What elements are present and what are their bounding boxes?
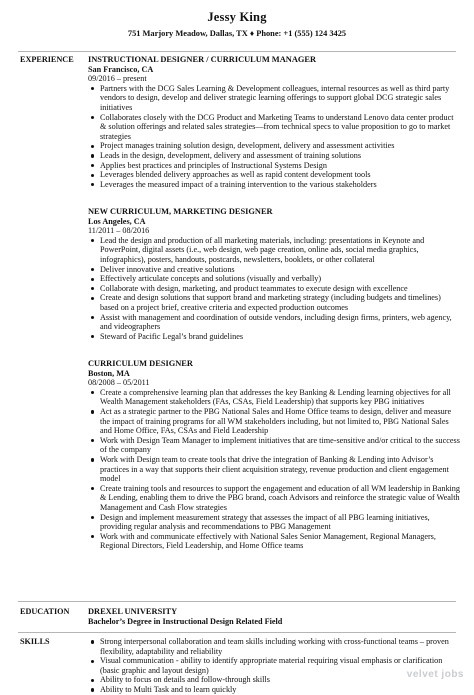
education-label: EDUCATION xyxy=(20,607,70,616)
list-item: Ability to focus on details and follow-through skills xyxy=(88,675,460,685)
list-item: Visual communication - ability to identify appropriate material requiring visual emphasis or clarification (basic graphic and layout design) xyxy=(88,656,460,675)
list-item: Create a comprehensive learning plan that addresses the key Banking & Lending learning objectives for all Wealth Management stakeholders (FAs, CSAs, Field Leadership) that supports key PBG initiatives xyxy=(88,388,460,407)
experience-label: EXPERIENCE xyxy=(20,55,74,64)
job-bullets xyxy=(88,388,460,551)
job-title: NEW CURRICULUM, MARKETING DESIGNER xyxy=(88,207,273,216)
list-item: Deliver innovative and creative solutions xyxy=(88,265,460,275)
skills-label: SKILLS xyxy=(20,637,50,646)
list-item: Ability to Multi Task and to learn quickly xyxy=(88,685,460,695)
skills-entry xyxy=(88,637,460,695)
list-item: Lead the design and production of all marketing materials, including: presentations in Keynote and PowerPoint, digital assets (i.e., web design, web page creation, online ads, social media graphics, infographics), posters, handouts, postcards, newsletters, booklets, or other collateral xyxy=(88,236,460,265)
job-bullets xyxy=(88,84,460,190)
list-item: Collaborates closely with the DCG Product and Marketing Teams to understand Lenovo data center product & solution offerings and related sales strategies—from technical specs to value proposition to go to market strategies xyxy=(88,113,460,142)
list-item: Work with Design team to create tools that drive the integration of Banking & Lending into Advisor’s practices in a way that supports their client acquisition strategy, revenue production and client engagement model xyxy=(88,455,460,484)
job-dates: 09/2016 – present xyxy=(88,74,147,84)
job-entry xyxy=(88,55,460,189)
candidate-name: Jessy King xyxy=(207,10,267,24)
list-item: Collaborate with design, marketing, and product teammates to execute design with excellence xyxy=(88,284,460,294)
skills-bullets xyxy=(88,637,460,695)
job-dates: 11/2011 – 08/2016 xyxy=(88,226,150,236)
section-divider xyxy=(18,601,456,602)
job-bullets xyxy=(88,236,460,342)
list-item: Applies best practices and principles of Instructional Systems Design xyxy=(88,161,460,171)
list-item: Design and implement measurement strategy that assesses the impact of all PBG learning initiatives, providing regular analysis and recommendations to PBG Management xyxy=(88,513,460,532)
job-entry xyxy=(88,207,460,341)
list-item: Assist with management and coordination of outside vendors, including design firms, printers, web agency, and videographers xyxy=(88,313,460,332)
list-item: Leads in the design, development, delivery and assessment of training solutions xyxy=(88,151,460,161)
list-item: Work with Design Team Manager to implement initiatives that are time-sensitive and/or critical to the success of the company xyxy=(88,436,460,455)
job-title: CURRICULUM DESIGNER xyxy=(88,359,193,368)
list-item: Create and design solutions that support brand and marketing strategy (including budgets and timelines) based on a project brief, creative criteria and expected production outcomes xyxy=(88,293,460,312)
list-item: Project manages training solution design, development, delivery and assessment activities xyxy=(88,141,460,151)
education-entry xyxy=(88,607,460,626)
job-dates: 08/2008 – 05/2011 xyxy=(88,378,150,388)
job-location: San Francisco, CA xyxy=(88,64,154,74)
degree: Bachelor’s Degree in Instructional Design Related Field xyxy=(88,616,283,626)
school-name: DREXEL UNIVERSITY xyxy=(88,607,178,616)
list-item: Work with and communicate effectively with National Sales Senior Management, Regional Managers, Regional Directors, Field Leadership, and Home Office teams xyxy=(88,532,460,551)
job-location: Boston, MA xyxy=(88,368,130,378)
list-item: Effectively articulate concepts and solutions (visually and verbally) xyxy=(88,274,460,284)
list-item: Steward of Pacific Legal’s brand guidelines xyxy=(88,332,460,342)
section-divider xyxy=(18,51,456,52)
list-item: Strong interpersonal collaboration and team skills including working with cross-functional teams – proven flexibility, adaptability and reliability xyxy=(88,637,460,656)
watermark-logo: velvet jobs xyxy=(406,669,464,680)
list-item: Act as a strategic partner to the PBG National Sales and Home Office teams to design, deliver and measure the impact of training programs for all WM stakeholders including, but not limited to, PBG National Sales and Home Office, FAs, CSAs and Field Leadership xyxy=(88,407,460,436)
list-item: Leverages the measured impact of a training intervention to the various stakeholders xyxy=(88,180,460,190)
list-item: Create training tools and resources to support the engagement and education of all WM leadership in Banking & Lending, enabling them to drive the PBG brand, coach Advisors and reinforce the strategic value of Wealth Management and Cash Flow strategies xyxy=(88,484,460,513)
job-entry xyxy=(88,359,460,551)
list-item: Leverages blended delivery approaches as well as rapid content development tools xyxy=(88,170,460,180)
list-item: Partners with the DCG Sales Learning & Development colleagues, internal resources as well as third party vendors to design, develop and deliver strategic learning offerings to support global DCG strategic sales initiatives xyxy=(88,84,460,113)
job-location: Los Angeles, CA xyxy=(88,216,146,226)
section-divider xyxy=(18,632,456,633)
job-title: INSTRUCTIONAL DESIGNER / CURRICULUM MANAGER xyxy=(88,55,317,64)
contact-line: 751 Marjory Meadow, Dallas, TX ♦ Phone: +1 (555) 124 3425 xyxy=(127,29,347,38)
